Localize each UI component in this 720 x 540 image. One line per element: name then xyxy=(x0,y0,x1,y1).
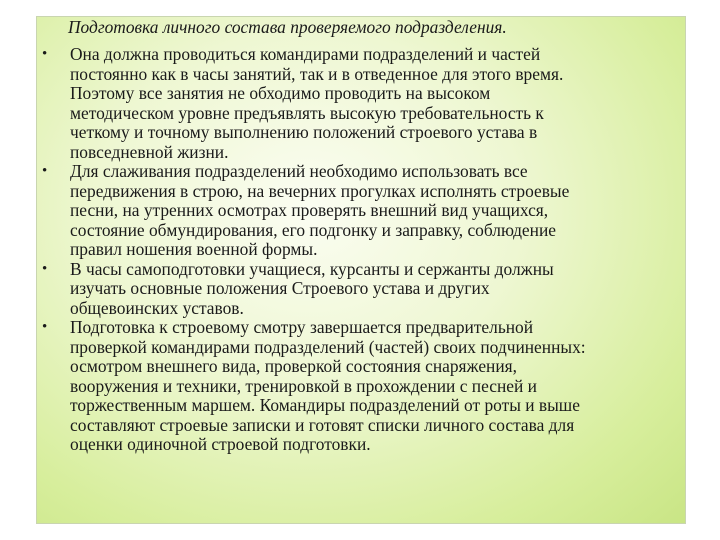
text-line: методическом уровне предъявлять высокую требовательность к xyxy=(70,102,544,123)
text-line: четкому и точному выполнению положений строевого устава в xyxy=(70,122,538,142)
bullet-text xyxy=(70,260,680,319)
text-line: оценки одиночной строевой подготовки. xyxy=(70,434,371,454)
text-line: Она должна проводиться командирами подразделений и частей xyxy=(70,44,541,64)
bullet-item-4 xyxy=(40,318,680,455)
text-line: торжественным маршем. Командиры подразделений от роты и выше xyxy=(70,395,580,415)
slide-title: Подготовка личного состава проверяемого подразделения. xyxy=(68,17,507,37)
bullet-list xyxy=(40,45,680,455)
bullet-marker: • xyxy=(42,319,48,335)
bullet-marker: • xyxy=(42,260,48,277)
text-line: Подготовка к строевому смотру завершается предварительной xyxy=(70,317,534,337)
bullet-item-3 xyxy=(40,260,680,319)
text-line: песни, на утренних осмотрах проверять внешний вид учащихся, xyxy=(70,200,549,220)
bullet-text xyxy=(70,318,680,455)
bullet-item-1 xyxy=(40,45,680,162)
text-line: постоянно как в часы занятий, так и в отведенное для этого время. xyxy=(70,63,564,84)
text-line: передвижения в строю, на вечерних прогулках исполнять строевые xyxy=(70,180,570,201)
text-line: правил ношения военной формы. xyxy=(70,239,318,259)
bullet-marker: • xyxy=(42,46,48,62)
text-line: осмотром внешнего вида, проверкой состояния снаряжения, xyxy=(70,356,518,376)
bullet-marker: • xyxy=(42,163,48,179)
text-line: составляют строевые записки и готовят списки личного состава для xyxy=(70,414,575,435)
bullet-item-2 xyxy=(40,162,680,260)
text-line: изучать основные положения Строевого устава и других xyxy=(70,278,490,298)
text-line: вооружения и техники, тренировкой в прохождении с песней и xyxy=(70,375,537,396)
text-line: Поэтому все занятия не обходимо проводить на высоком xyxy=(70,83,491,103)
text-line: состояние обмундирования, его подгонку и заправку, соблюдение xyxy=(70,219,556,240)
text-line: В часы самоподготовки учащиеся, курсанты и сержанты должны xyxy=(70,258,554,279)
text-line: Для слаживания подразделений необходимо использовать все xyxy=(70,161,528,181)
text-line: общевоинских уставов. xyxy=(70,297,244,318)
text-line: проверкой командирами подразделений (частей) своих подчиненных: xyxy=(70,336,586,357)
bullet-text xyxy=(70,45,680,162)
bullet-text xyxy=(70,162,680,260)
text-line: повседневной жизни. xyxy=(70,141,229,162)
